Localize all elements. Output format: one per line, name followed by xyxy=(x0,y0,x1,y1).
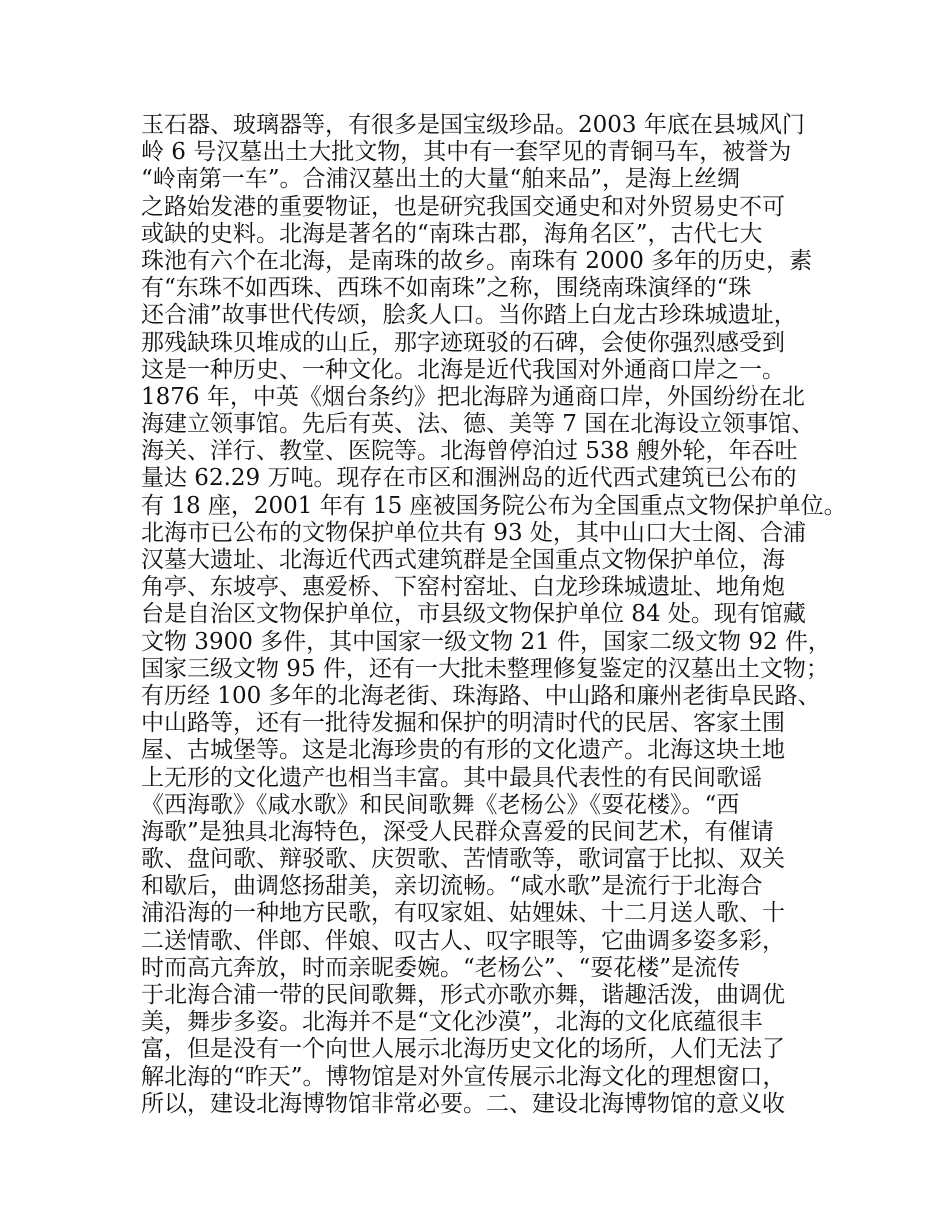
body-text xyxy=(141,112,847,1118)
text-line: 浦沿海的一种地方民歌，有叹家姐、姑娌妹、十二月送人歌、十 xyxy=(141,900,785,927)
text-line: 文物 3900 多件，其中国家一级文物 21 件，国家二级文物 92 件， xyxy=(141,628,831,655)
text-line: 上无形的文化遗产也相当丰富。其中最具代表性的有民间歌谣 xyxy=(141,764,762,791)
text-line: 有 18 座，2001 年有 15 座被国务院公布为全国重点文物保护单位。 xyxy=(141,492,847,519)
text-line: 中山路等，还有一批待发掘和保护的明清时代的民居、客家土围 xyxy=(141,710,785,737)
text-line: “岭南第一车”。合浦汉墓出土的大量“舶来品”，是海上丝绸 xyxy=(141,166,741,193)
text-line: 海建立领事馆。先后有英、法、德、美等 7 国在北海设立领事馆、 xyxy=(141,411,815,438)
text-line: 珠池有六个在北海，是南珠的故乡。南珠有 2000 多年的历史，素 xyxy=(141,247,813,274)
text-line: 玉石器、玻璃器等，有很多是国宝级珍品。2003 年底在县城风门 xyxy=(141,112,805,138)
text-line: 美，舞步多姿。北海并不是“文化沙漠”，北海的文化底蕴很丰 xyxy=(141,1009,763,1036)
text-line: 1876 年，中英《烟台条约》把北海辟为通商口岸，外国纷纷在北 xyxy=(141,383,805,410)
text-line: 二送情歌、伴郎、伴娘、叹古人、叹字眼等，它曲调多姿多彩， xyxy=(141,927,785,954)
text-line: 北海市已公布的文物保护单位共有 93 处，其中山口大士阁、合浦 xyxy=(141,519,806,546)
text-line: 量达 62.29 万吨。现存在市区和涠洲岛的近代西式建筑已公布的 xyxy=(141,465,797,492)
text-line: 有历经 100 多年的北海老街、珠海路、中山路和廉州老街阜民路、 xyxy=(141,682,821,709)
text-line: 还合浦”故事世代传颂，脍炙人口。当你踏上白龙古珍珠城遗址， xyxy=(141,302,797,329)
text-line: 有“东珠不如西珠、西珠不如南珠”之称，围绕南珠演绎的“珠 xyxy=(141,275,752,302)
text-line: 时而高亢奔放，时而亲昵委婉。“老杨公”、“耍花楼”是流传 xyxy=(141,954,741,981)
text-line: 国家三级文物 95 件，还有一大批未整理修复鉴定的汉墓出土文物； xyxy=(141,655,829,682)
text-line: 或缺的史料。北海是著名的“南珠古郡，海角名区”，古代七大 xyxy=(141,220,763,247)
text-line: 于北海合浦一带的民间歌舞，形式亦歌亦舞，谐趣活泼，曲调优 xyxy=(141,982,785,1008)
text-line: 台是自治区文物保护单位，市县级文物保护单位 84 处。现有馆藏 xyxy=(141,601,806,628)
text-line: 所以，建设北海博物馆非常必要。二、建设北海博物馆的意义收 xyxy=(141,1090,785,1117)
text-line: 《西海歌》《咸水歌》和民间歌舞《老杨公》《耍花楼》。“西 xyxy=(141,791,740,818)
text-line: 屋、古城堡等。这是北海珍贵的有形的文化遗产。北海这块土地 xyxy=(141,737,785,764)
text-line: 和歇后，曲调悠扬甜美，亲切流畅。“咸水歌”是流行于北海合 xyxy=(141,873,763,900)
text-line: 角亭、东坡亭、惠爱桥、下窑村窑址、白龙珍珠城遗址、地角炮 xyxy=(141,574,785,601)
text-line: 海关、洋行、教堂、医院等。北海曾停泊过 538 艘外轮，年吞吐 xyxy=(141,438,798,465)
text-line: 汉墓大遗址、北海近代西式建筑群是全国重点文物保护单位，海 xyxy=(141,547,785,573)
text-line: 那残缺珠贝堆成的山丘，那字迹斑驳的石碑，会使你强烈感受到 xyxy=(141,329,785,356)
text-line: 歌、盘问歌、辩驳歌、庆贺歌、苦情歌等，歌词富于比拟、双关 xyxy=(141,846,785,873)
text-line: 富，但是没有一个向世人展示北海历史文化的场所，人们无法了 xyxy=(141,1036,785,1063)
text-line: 岭 6 号汉墓出土大批文物，其中有一套罕见的青铜马车，被誉为 xyxy=(141,139,792,166)
text-line: 海歌”是独具北海特色，深受人民群众喜爱的民间艺术，有催请 xyxy=(141,818,774,845)
text-line: 之路始发港的重要物证，也是研究我国交通史和对外贸易史不可 xyxy=(141,193,785,220)
text-line: 这是一种历史、一种文化。北海是近代我国对外通商口岸之一。 xyxy=(141,356,785,383)
text-line: 解北海的“昨天”。博物馆是对外宣传展示北海文化的理想窗口， xyxy=(141,1063,786,1090)
